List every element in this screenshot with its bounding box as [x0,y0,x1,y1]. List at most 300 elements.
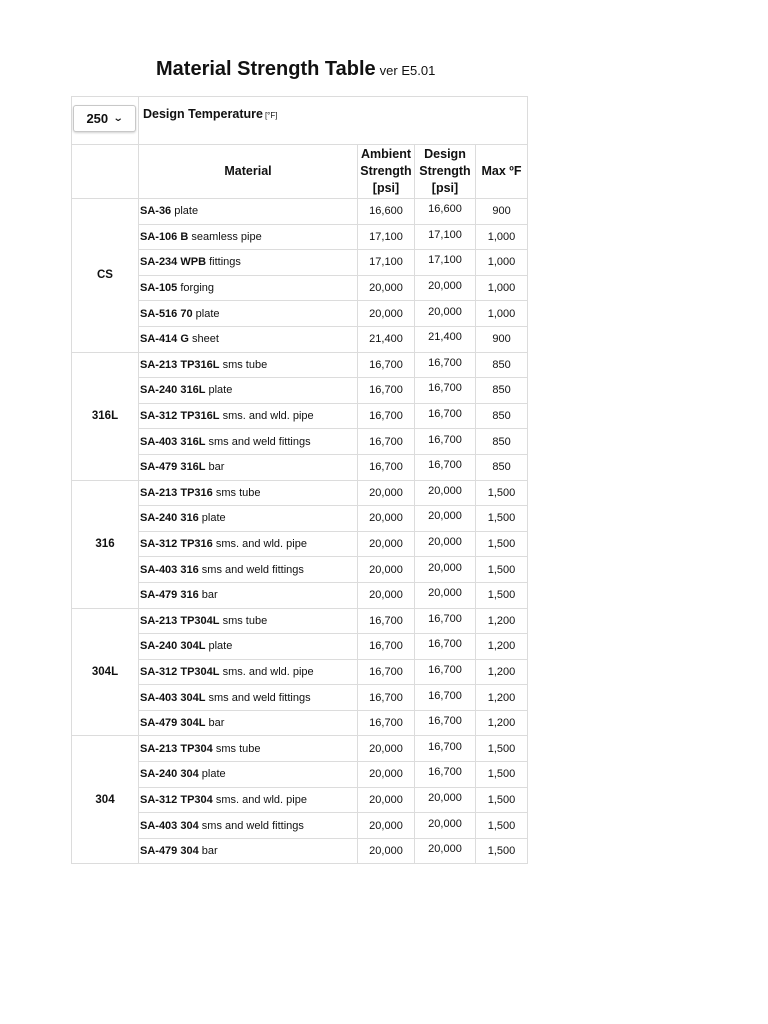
max-temp-cell-value: 1,500 [487,768,516,781]
design-strength-cell [415,557,476,583]
design-strength-cell [415,224,476,250]
material-description: sms. and wld. pipe [215,793,307,806]
material-cell [139,582,358,608]
table-row [72,634,528,660]
design-strength-cell [415,326,476,352]
table-row [72,403,528,429]
ambient-header-line2: Strength [360,164,412,178]
ambient-strength-cell [358,506,415,532]
design-strength-cell [415,582,476,608]
material-description: sms tube [215,742,261,755]
page-header [156,58,435,81]
design-strength-cell-value: 17,100 [428,254,462,267]
temperature-select-cell [72,97,139,145]
design-strength-cell-value: 20,000 [428,817,462,830]
material-description: plate [201,768,226,781]
design-strength-cell-value: 16,700 [428,382,462,395]
design-strength-cell-value: 16,600 [428,203,462,216]
material-spec: SA-312 [140,665,178,678]
design-strength-cell-value: 16,700 [428,663,462,676]
ambient-strength-cell [358,403,415,429]
material-spec: SA-479 [140,589,178,602]
material-group-label: 316 [72,480,139,608]
material-spec: SA-403 [140,435,178,448]
ambient-strength-cell-value: 16,700 [369,640,403,653]
design-strength-cell-value: 17,100 [428,228,462,241]
design-strength-cell [415,838,476,864]
material-description: sms and weld fittings [201,563,304,576]
design-strength-cell [415,429,476,455]
max-temp-cell-value: 1,500 [487,486,516,499]
design-strength-cell [415,352,476,378]
ambient-strength-cell [358,582,415,608]
design-header-line3: [psi] [431,181,459,195]
ambient-strength-cell-value: 20,000 [369,307,403,320]
material-description: sms tube [222,358,268,371]
ambient-strength-cell [358,275,415,301]
max-temp-cell-value: 850 [492,435,511,448]
design-temperature-label-cell [139,97,528,145]
material-grade: 70 [180,307,193,320]
table-row [72,352,528,378]
material-cell [139,813,358,839]
max-temp-cell-value: 1,500 [487,819,516,832]
design-strength-cell-value: 16,700 [428,740,462,753]
ambient-strength-cell-value: 20,000 [369,589,403,602]
design-strength-cell-value: 16,700 [428,356,462,369]
ambient-strength-cell [358,685,415,711]
ambient-strength-cell [358,199,415,225]
design-strength-cell [415,608,476,634]
material-grade: 316L [180,461,206,474]
ambient-strength-cell [358,634,415,660]
material-cell [139,838,358,864]
chevron-down-icon: ⌄ [112,113,124,124]
material-description: sms and weld fittings [208,691,311,704]
max-temp-cell-value: 1,200 [487,640,516,653]
material-description: sms tube [222,614,268,627]
max-temp-cell [476,710,528,736]
material-cell [139,326,358,352]
design-strength-cell [415,762,476,788]
max-temp-cell [476,301,528,327]
material-cell [139,736,358,762]
material-grade: 316 [180,563,199,576]
table-row [72,326,528,352]
ambient-strength-cell-value: 20,000 [369,742,403,755]
material-grade: 304L [180,691,206,704]
ambient-strength-cell [358,326,415,352]
material-spec: SA-240 [140,768,178,781]
material-grade: 304 [180,845,199,858]
material-description: bar [208,461,225,474]
material-description: bar [208,717,225,730]
max-temp-cell-value: 850 [492,384,511,397]
material-cell [139,685,358,711]
max-temp-cell [476,582,528,608]
design-strength-cell [415,403,476,429]
material-spec: SA-240 [140,512,178,525]
design-strength-cell-value: 16,700 [428,689,462,702]
max-temp-cell [476,659,528,685]
design-header-line2: Strength [419,164,471,178]
design-strength-cell-value: 20,000 [428,536,462,549]
material-cell [139,710,358,736]
ambient-strength-cell-value: 16,700 [369,665,403,678]
ambient-strength-cell-value: 20,000 [369,768,403,781]
ambient-strength-cell [358,429,415,455]
design-temperature-value: 250 [86,111,109,126]
ambient-strength-cell [358,480,415,506]
material-description: sms tube [215,486,261,499]
material-spec: SA-105 [140,282,178,295]
ambient-strength-cell-value: 16,700 [369,410,403,423]
column-header-row [72,145,528,199]
table-row [72,736,528,762]
material-spec: SA-240 [140,384,178,397]
ambient-strength-cell [358,531,415,557]
design-strength-cell-value: 16,700 [428,433,462,446]
max-temp-cell-value: 850 [492,461,511,474]
material-cell [139,224,358,250]
material-spec: SA-213 [140,742,178,755]
design-strength-cell [415,506,476,532]
max-temp-cell [476,506,528,532]
max-temp-cell-value: 900 [492,333,511,346]
max-temp-cell-value: 1,500 [487,793,516,806]
design-temperature-label: Design Temperature [143,107,263,121]
material-description: plate [208,384,233,397]
table-row [72,224,528,250]
material-grade: TP316 [180,538,213,551]
material-grade: 316 [180,589,199,602]
material-grade: 304L [180,717,206,730]
material-cell [139,762,358,788]
ambient-strength-cell-value: 20,000 [369,793,403,806]
material-grade: TP316 [180,486,213,499]
max-temp-cell [476,685,528,711]
material-cell [139,454,358,480]
design-strength-cell [415,787,476,813]
table-row [72,762,528,788]
ambient-strength-cell-value: 16,700 [369,614,403,627]
design-strength-cell [415,685,476,711]
design-strength-cell [415,378,476,404]
design-strength-cell-value: 20,000 [428,843,462,856]
ambient-strength-cell-value: 20,000 [369,538,403,551]
max-temp-cell-value: 1,200 [487,717,516,730]
table-row [72,838,528,864]
material-cell [139,429,358,455]
ambient-strength-cell [358,736,415,762]
material-spec: SA-213 [140,614,178,627]
material-description: sms. and wld. pipe [215,538,307,551]
design-strength-cell-value: 20,000 [428,280,462,293]
design-strength-cell-value: 16,700 [428,715,462,728]
max-temp-cell-value: 1,000 [487,282,516,295]
material-grade: 316 [180,512,199,525]
ambient-strength-cell [358,250,415,276]
material-grade: TP316L [180,410,220,423]
material-description: sms and weld fittings [208,435,311,448]
max-temp-cell [476,250,528,276]
design-strength-cell [415,454,476,480]
material-description: fittings [209,256,241,269]
design-strength-cell-value: 20,000 [428,484,462,497]
material-spec: SA-479 [140,845,178,858]
ambient-strength-cell [358,787,415,813]
material-cell [139,634,358,660]
design-strength-cell [415,275,476,301]
material-grade: TP304L [180,614,220,627]
material-spec: SA-312 [140,793,178,806]
table-row [72,301,528,327]
max-temp-cell-value: 1,500 [487,589,516,602]
material-grade: 304 [180,768,199,781]
ambient-strength-cell-value: 20,000 [369,845,403,858]
material-cell [139,250,358,276]
material-description: sms. and wld. pipe [222,665,314,678]
ambient-strength-cell [358,659,415,685]
ambient-strength-cell-value: 17,100 [369,256,403,269]
max-temp-cell [476,199,528,225]
ambient-strength-cell [358,838,415,864]
max-temp-cell [476,736,528,762]
design-strength-cell-value: 16,700 [428,766,462,779]
group-header-cell [72,145,139,199]
design-strength-cell [415,736,476,762]
material-grade: G [180,333,189,346]
design-strength-column-header [415,145,476,199]
material-spec: SA-213 [140,486,178,499]
design-strength-cell-value: 21,400 [428,331,462,344]
material-cell [139,378,358,404]
ambient-strength-cell-value: 20,000 [369,282,403,295]
table-row [72,710,528,736]
design-strength-cell [415,250,476,276]
max-temp-cell [476,326,528,352]
ambient-strength-cell [358,454,415,480]
version-label: ver E5.01 [379,63,436,78]
table-row [72,199,528,225]
table-row [72,813,528,839]
max-temp-cell-value: 900 [492,205,511,218]
ambient-strength-cell [358,301,415,327]
material-description: forging [180,282,214,295]
max-temp-cell [476,224,528,250]
design-strength-cell [415,813,476,839]
max-temp-cell [476,429,528,455]
design-strength-cell-value: 16,700 [428,408,462,421]
design-strength-cell [415,634,476,660]
material-cell [139,506,358,532]
max-temp-cell [476,838,528,864]
material-group-label: CS [72,199,139,353]
material-grade: WPB [180,256,207,269]
ambient-strength-cell [358,352,415,378]
design-temperature-row [72,97,528,145]
max-temp-cell-value: 1,500 [487,845,516,858]
max-temp-cell-value: 1,500 [487,538,516,551]
material-spec: SA-106 [140,230,178,243]
ambient-strength-cell [358,710,415,736]
material-spec: SA-240 [140,640,178,653]
material-cell [139,608,358,634]
max-temp-cell-value: 1,000 [487,307,516,320]
material-cell [139,531,358,557]
material-cell [139,787,358,813]
material-cell [139,301,358,327]
material-grade: 304 [180,819,199,832]
max-temp-column-header: Max ºF [476,145,528,199]
page-title: Material Strength Table [156,58,376,80]
material-cell [139,557,358,583]
ambient-strength-cell [358,608,415,634]
ambient-strength-cell [358,762,415,788]
table-row [72,429,528,455]
ambient-header-line3: [psi] [372,181,400,195]
table-row [72,506,528,532]
design-strength-cell-value: 20,000 [428,305,462,318]
material-grade: B [180,230,189,243]
ambient-strength-cell-value: 16,700 [369,358,403,371]
ambient-strength-cell-value: 16,600 [369,205,403,218]
ambient-strength-cell-value: 17,100 [369,230,403,243]
material-grade: TP304L [180,665,220,678]
material-group-label: 316L [72,352,139,480]
material-grade: TP304 [180,793,213,806]
ambient-header-line1: Ambient [361,147,411,161]
ambient-strength-cell-value: 16,700 [369,435,403,448]
max-temp-cell [476,352,528,378]
max-temp-cell-value: 850 [492,410,511,423]
design-strength-cell-value: 16,700 [428,459,462,472]
table-row [72,378,528,404]
material-description: bar [201,845,218,858]
design-strength-cell [415,480,476,506]
design-strength-cell-value: 20,000 [428,587,462,600]
material-description: sms and weld fittings [201,819,304,832]
design-header-line1: Design [424,147,466,161]
design-strength-cell [415,710,476,736]
material-spec: SA-479 [140,461,178,474]
design-temperature-unit: [°F] [264,111,278,120]
max-temp-cell-value: 1,200 [487,691,516,704]
material-spec: SA-234 [140,256,178,269]
design-strength-cell-value: 20,000 [428,510,462,523]
ambient-strength-column-header [358,145,415,199]
design-strength-cell-value: 20,000 [428,791,462,804]
material-strength-table [71,96,528,864]
material-description: seamless pipe [191,230,262,243]
table-row [72,659,528,685]
material-column-header: Material [139,145,358,199]
material-spec: SA-403 [140,691,178,704]
material-spec: SA-312 [140,410,178,423]
table-row [72,531,528,557]
material-grade: 316L [180,435,206,448]
max-temp-cell [476,813,528,839]
ambient-strength-cell-value: 16,700 [369,717,403,730]
design-strength-cell [415,531,476,557]
material-description: plate [201,512,226,525]
ambient-strength-cell-value: 16,700 [369,691,403,704]
table-row [72,557,528,583]
material-description: sheet [191,333,219,346]
max-temp-cell [476,634,528,660]
ambient-strength-cell-value: 16,700 [369,384,403,397]
max-temp-cell [476,762,528,788]
ambient-strength-cell-value: 20,000 [369,819,403,832]
material-cell [139,403,358,429]
material-spec: SA-516 [140,307,178,320]
ambient-strength-cell-value: 20,000 [369,563,403,576]
max-temp-cell [476,608,528,634]
material-grade: 304L [180,640,206,653]
material-description: sms. and wld. pipe [222,410,314,423]
material-group-label: 304L [72,608,139,736]
max-temp-cell-value: 1,500 [487,563,516,576]
max-temp-cell-value: 850 [492,358,511,371]
material-cell [139,659,358,685]
ambient-strength-cell-value: 20,000 [369,512,403,525]
ambient-strength-cell [358,224,415,250]
material-cell [139,480,358,506]
material-grade: 316L [180,384,206,397]
design-temperature-select[interactable] [73,105,136,132]
table-row [72,787,528,813]
max-temp-cell [476,403,528,429]
ambient-strength-cell [358,557,415,583]
material-spec: SA-312 [140,538,178,551]
table-row [72,250,528,276]
material-spec: SA-213 [140,358,178,371]
material-grade: TP316L [180,358,220,371]
max-temp-cell-value: 1,200 [487,665,516,678]
material-description: plate [195,307,220,320]
material-grade: TP304 [180,742,213,755]
max-temp-cell [476,787,528,813]
material-cell [139,352,358,378]
material-cell [139,275,358,301]
max-temp-cell [476,454,528,480]
material-description: plate [174,205,199,218]
max-temp-cell [476,480,528,506]
design-strength-cell-value: 20,000 [428,561,462,574]
material-group-label: 304 [72,736,139,864]
max-temp-cell [476,275,528,301]
design-strength-cell-value: 16,700 [428,612,462,625]
design-strength-cell [415,301,476,327]
design-strength-cell-value: 16,700 [428,638,462,651]
material-spec: SA-479 [140,717,178,730]
material-spec: SA-36 [140,205,172,218]
max-temp-cell [476,531,528,557]
max-temp-cell-value: 1,000 [487,230,516,243]
table-row [72,685,528,711]
table-row [72,608,528,634]
design-strength-cell [415,199,476,225]
ambient-strength-cell-value: 20,000 [369,486,403,499]
design-strength-cell [415,659,476,685]
material-description: bar [201,589,218,602]
material-cell [139,199,358,225]
max-temp-cell-value: 1,500 [487,742,516,755]
ambient-strength-cell [358,813,415,839]
table-row [72,480,528,506]
material-spec: SA-414 [140,333,178,346]
table-row [72,275,528,301]
